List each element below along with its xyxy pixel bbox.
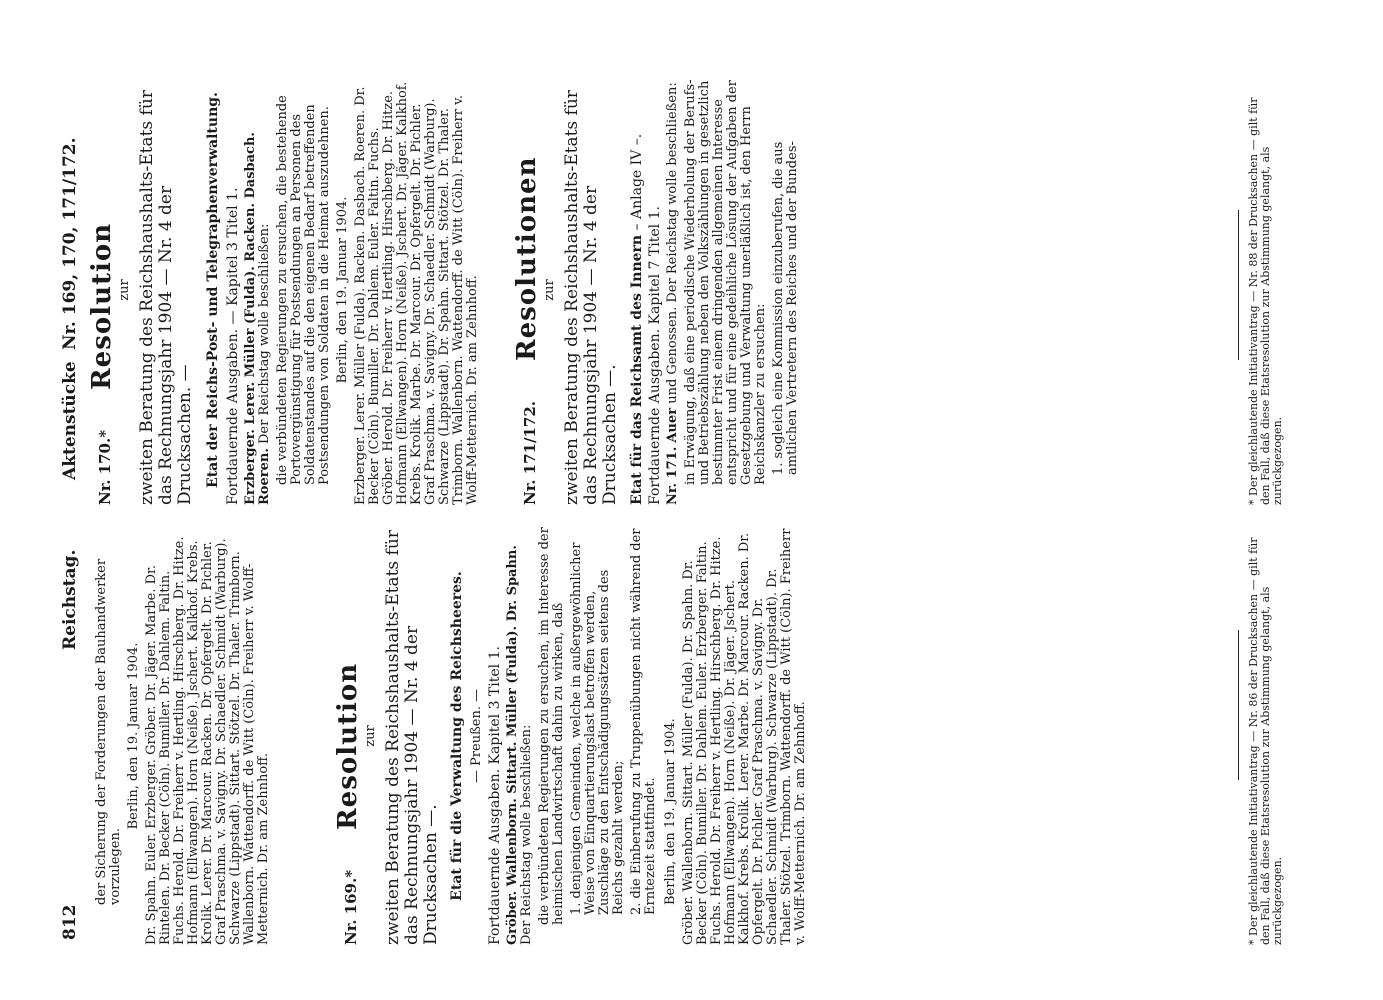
signatories: Dr. Spahn. Euler. Erzberger. Gröber. Dr. Jäger. Marbe. Dr. Rintelen. Dr. Becker (Cöln). Bumiller. Dr. Dahlem. Faltin. Fuchs. Herold. Dr. Freiherr v. Hertling. Hirschberg. Dr. Hitze. Hofmann (Ellwangen). Horn (Neiße). Jschert. Kalkhof. Krebs. Krolik. Lerer. Dr. Marcour. Racken. Dr. Opfergelt. Dr. Pichler. Graf Praschma. v. Savigny. Dr. Schaedler. Schmidt (Warburg). Schwarze (Lippstadt). Sittart. Stötzel. Dr. Thaler. Trimborn. Wallenborn. Wattendorff. de Witt (Cöln). Freiherr v. Wolff-Metternich. Dr. am Zehnhoff.: [144, 536, 271, 945]
zur-word: zur: [363, 725, 378, 747]
signatories-2: Gröber. Wallenborn. Sittart. Müller (Fulda). Dr. Spahn. Dr. Becker (Cöln). Bumiller. Dr. Dahlem. Euler. Erzberger. Faltin. Fuchs. Herold. Dr. Freiherr v. Hertling. Hirschberg. Dr. Hitze. Hofmann (Ellwangen). Horn (Neiße). Dr. Jäger. Jschert. Kalkhof. Krebs. Krolik. Lerer. Marbe. Dr. Marcour. Racken. Dr. Opfergelt. Dr. Pichler. Graf Praschma. v. Savigny. Dr. Schaedler. Schmidt (Warburg). Schwarze (Lippstadt). Dr. Thaler. Stötzel. Trimborn. Wattendorff. de Witt (Cöln). Freiherr v. Wolff-Metternich. Dr. am Zehnhoff.: [681, 528, 808, 945]
resolution-title: Resolution: [333, 662, 363, 830]
section-tail-3: – Anlage IV –.: [629, 133, 645, 231]
column-right: [87, 75, 804, 505]
kapitel-line-3: Fortdauernde Ausgaben. Kapitel 7 Titel 1.: [647, 206, 663, 505]
item-1: 1. denjenigen Gemeinden, welche in außergewöhnlicher Weise von Einquartierungslast betroffen werden, Zuschläge zu den Entschädigungssätzen seitens des Reichs gezahlt werden;: [569, 542, 626, 915]
movers-2: [244, 75, 272, 505]
section-title-3: Etat für das Reichsamt des Innern: [629, 234, 645, 505]
date-line: Berlin, den 19. Januar 1904.: [126, 642, 141, 830]
zur-word-2: zur: [117, 279, 132, 301]
resolution-number-3: Nr. 171/172.: [521, 400, 539, 505]
footnote-right: * Der gleichlautende Initiativantrag — Nr. 88 der Drucksachen — gilt für den Fall, daß diese Etatsresolution zur Abstimmung gelangt, als zurückgezogen.: [1247, 97, 1284, 505]
request-text-2: die verbündeten Regierungen zu ersuchen, die bestehende Portovergünstigung für Postsendungen an Personen des Soldatenstandes auf die den eigenen Bedarf betreffenden Postsendungen von Soldaten in die Heimat auszudehnen.: [275, 95, 332, 485]
beschliessen-text: Der Reichstag wolle beschließen:: [519, 724, 534, 945]
beratung-text-2: zweiten Beratung des Reichshaushalts-Etats für das Rechnungsjahr 1904 — Nr. 4 der Drucksachen. —: [137, 90, 195, 505]
footnote-left: * Der gleichlautende Initiativantrag — Nr. 86 der Drucksachen — gilt für den Fall, daß diese Etatsresolution zur Abstimmung gelangt, als zurückgezogen.: [1247, 537, 1284, 945]
page-number: 812: [60, 904, 80, 940]
section-heading: Etat für die Verwaltung des Reichsheeres.: [449, 571, 465, 901]
digitization-credit: [1363, 10, 1377, 990]
item-3: 1. sogleich eine Kommission einzuberufen, die aus amtlichen Vertretern des Reiches und der Bundes-: [771, 141, 800, 475]
header-center: Aktenstücke: [60, 361, 80, 480]
beschliessen-text-2: Der Reichstag wolle beschließen:: [257, 223, 272, 445]
movers-3: [666, 75, 680, 505]
resolution-title-3: Resolutionen: [512, 156, 542, 361]
movers-names: Gröber. Wallenborn. Sittart. Müller (Fulda). Dr. Spahn.: [505, 545, 520, 945]
resolution-heading-2: [87, 75, 117, 505]
resolution-number: Nr. 169.*: [342, 869, 360, 945]
movers-names-3: Auer: [665, 407, 680, 443]
zur-word-3: zur: [542, 279, 557, 301]
movers-tail-3: und Genossen. Der Reichstag wolle beschließen:: [665, 82, 680, 404]
signatories-3: Erzberger. Lerer. Müller (Fulda). Racken. Dasbach. Roeren. Dr. Becker (Cöln). Bumiller. Dr. Dahlem. Euler. Faltin. Fuchs. Gröber. Herold. Dr. Freiherr v. Hertling. Hirschberg. Dr. Hitze. Hofmann (Ellwangen). Horn (Neiße). Jschert. Dr. Jäger. Kalkhof. Krebs. Krolik. Marbe. Dr. Marcour. Dr. Opfergelt. Dr. Pichler. Graf Praschma. v. Savigny. Dr. Schaedler. Schmidt (Warburg). Schwarze (Lippstadt). Dr. Spahn. Sittart. Stötzel. Dr. Thaler. Trimborn. Wallenborn. Wattendorff. de Witt (Cöln). Freiherr v. Wolff-Metternich. Dr. am Zehnhoff.: [353, 81, 480, 505]
movers: [506, 527, 534, 945]
resolution-heading: [333, 527, 363, 945]
beratung-text: zweiten Beratung des Reichshaushalts-Etats für das Rechnungsjahr 1904 — Nr. 4 der Drucksachen —.: [383, 530, 441, 945]
request-text-3: in Erwägung, daß eine periodische Wiederholung der Berufs- und Betriebszählung neben den Volkszählungen in gesetzlich bestimmter Frist einem dringenden allgemeinen Interesse entspricht und für eine gedeihliche Lösung der Aufgaben der Gesetzgebung und Verwaltung unerläßlich ist, den Herrn Reichskanzler zu ersuchen:: [683, 79, 768, 485]
kapitel-line-2: Fortdauernde Ausgaben. — Kapitel 3 Titel 1.: [225, 187, 241, 505]
intro-text: der Sicherung der Forderungen der Bauhandwerker vorzulegen.: [94, 558, 123, 905]
section-heading-3: [630, 75, 644, 505]
footnote-rule-2: [1238, 210, 1239, 360]
kapitel-line: Fortdauernde Ausgaben. Kapitel 3 Titel 1.: [487, 646, 503, 945]
resolution-number-171: Nr. 171.: [665, 446, 680, 505]
resolution-number-2: Nr. 170.*: [96, 429, 114, 505]
subsection-heading: — Preußen. —: [469, 688, 484, 784]
date-line-3: Berlin, den 19. Januar 1904.: [335, 196, 350, 384]
column-left: [95, 527, 812, 945]
resolution-heading-3: [512, 75, 542, 505]
request-text: die verbündeten Regierungen zu ersuchen, im Interesse der heimischen Landwirtschaft dahin zu wirken, daß: [537, 527, 566, 925]
header-right: Nr. 169, 170, 171/172.: [60, 137, 80, 350]
header-left: Reichstag.: [60, 549, 80, 650]
footnote-rule: [1238, 630, 1239, 780]
item-2: 2. die Einberufung zu Truppenübungen nicht während der Erntezeit stattfindet.: [629, 528, 658, 915]
date-line-2: Berlin, den 19. Januar 1904.: [663, 718, 678, 905]
section-heading-2: Etat der Reichs-Post- und Telegraphenverwaltung.: [205, 92, 221, 488]
beratung-text-3: zweiten Beratung des Reichshaushalts-Etats für das Rechnungsjahr 1904 — Nr. 4 der Drucksachen —.: [562, 90, 620, 505]
resolution-title-2: Resolution: [87, 222, 117, 390]
movers-names-2: Erzberger. Lerer. Müller (Fulda). Racken. Dasbach. Roeren.: [243, 132, 272, 505]
